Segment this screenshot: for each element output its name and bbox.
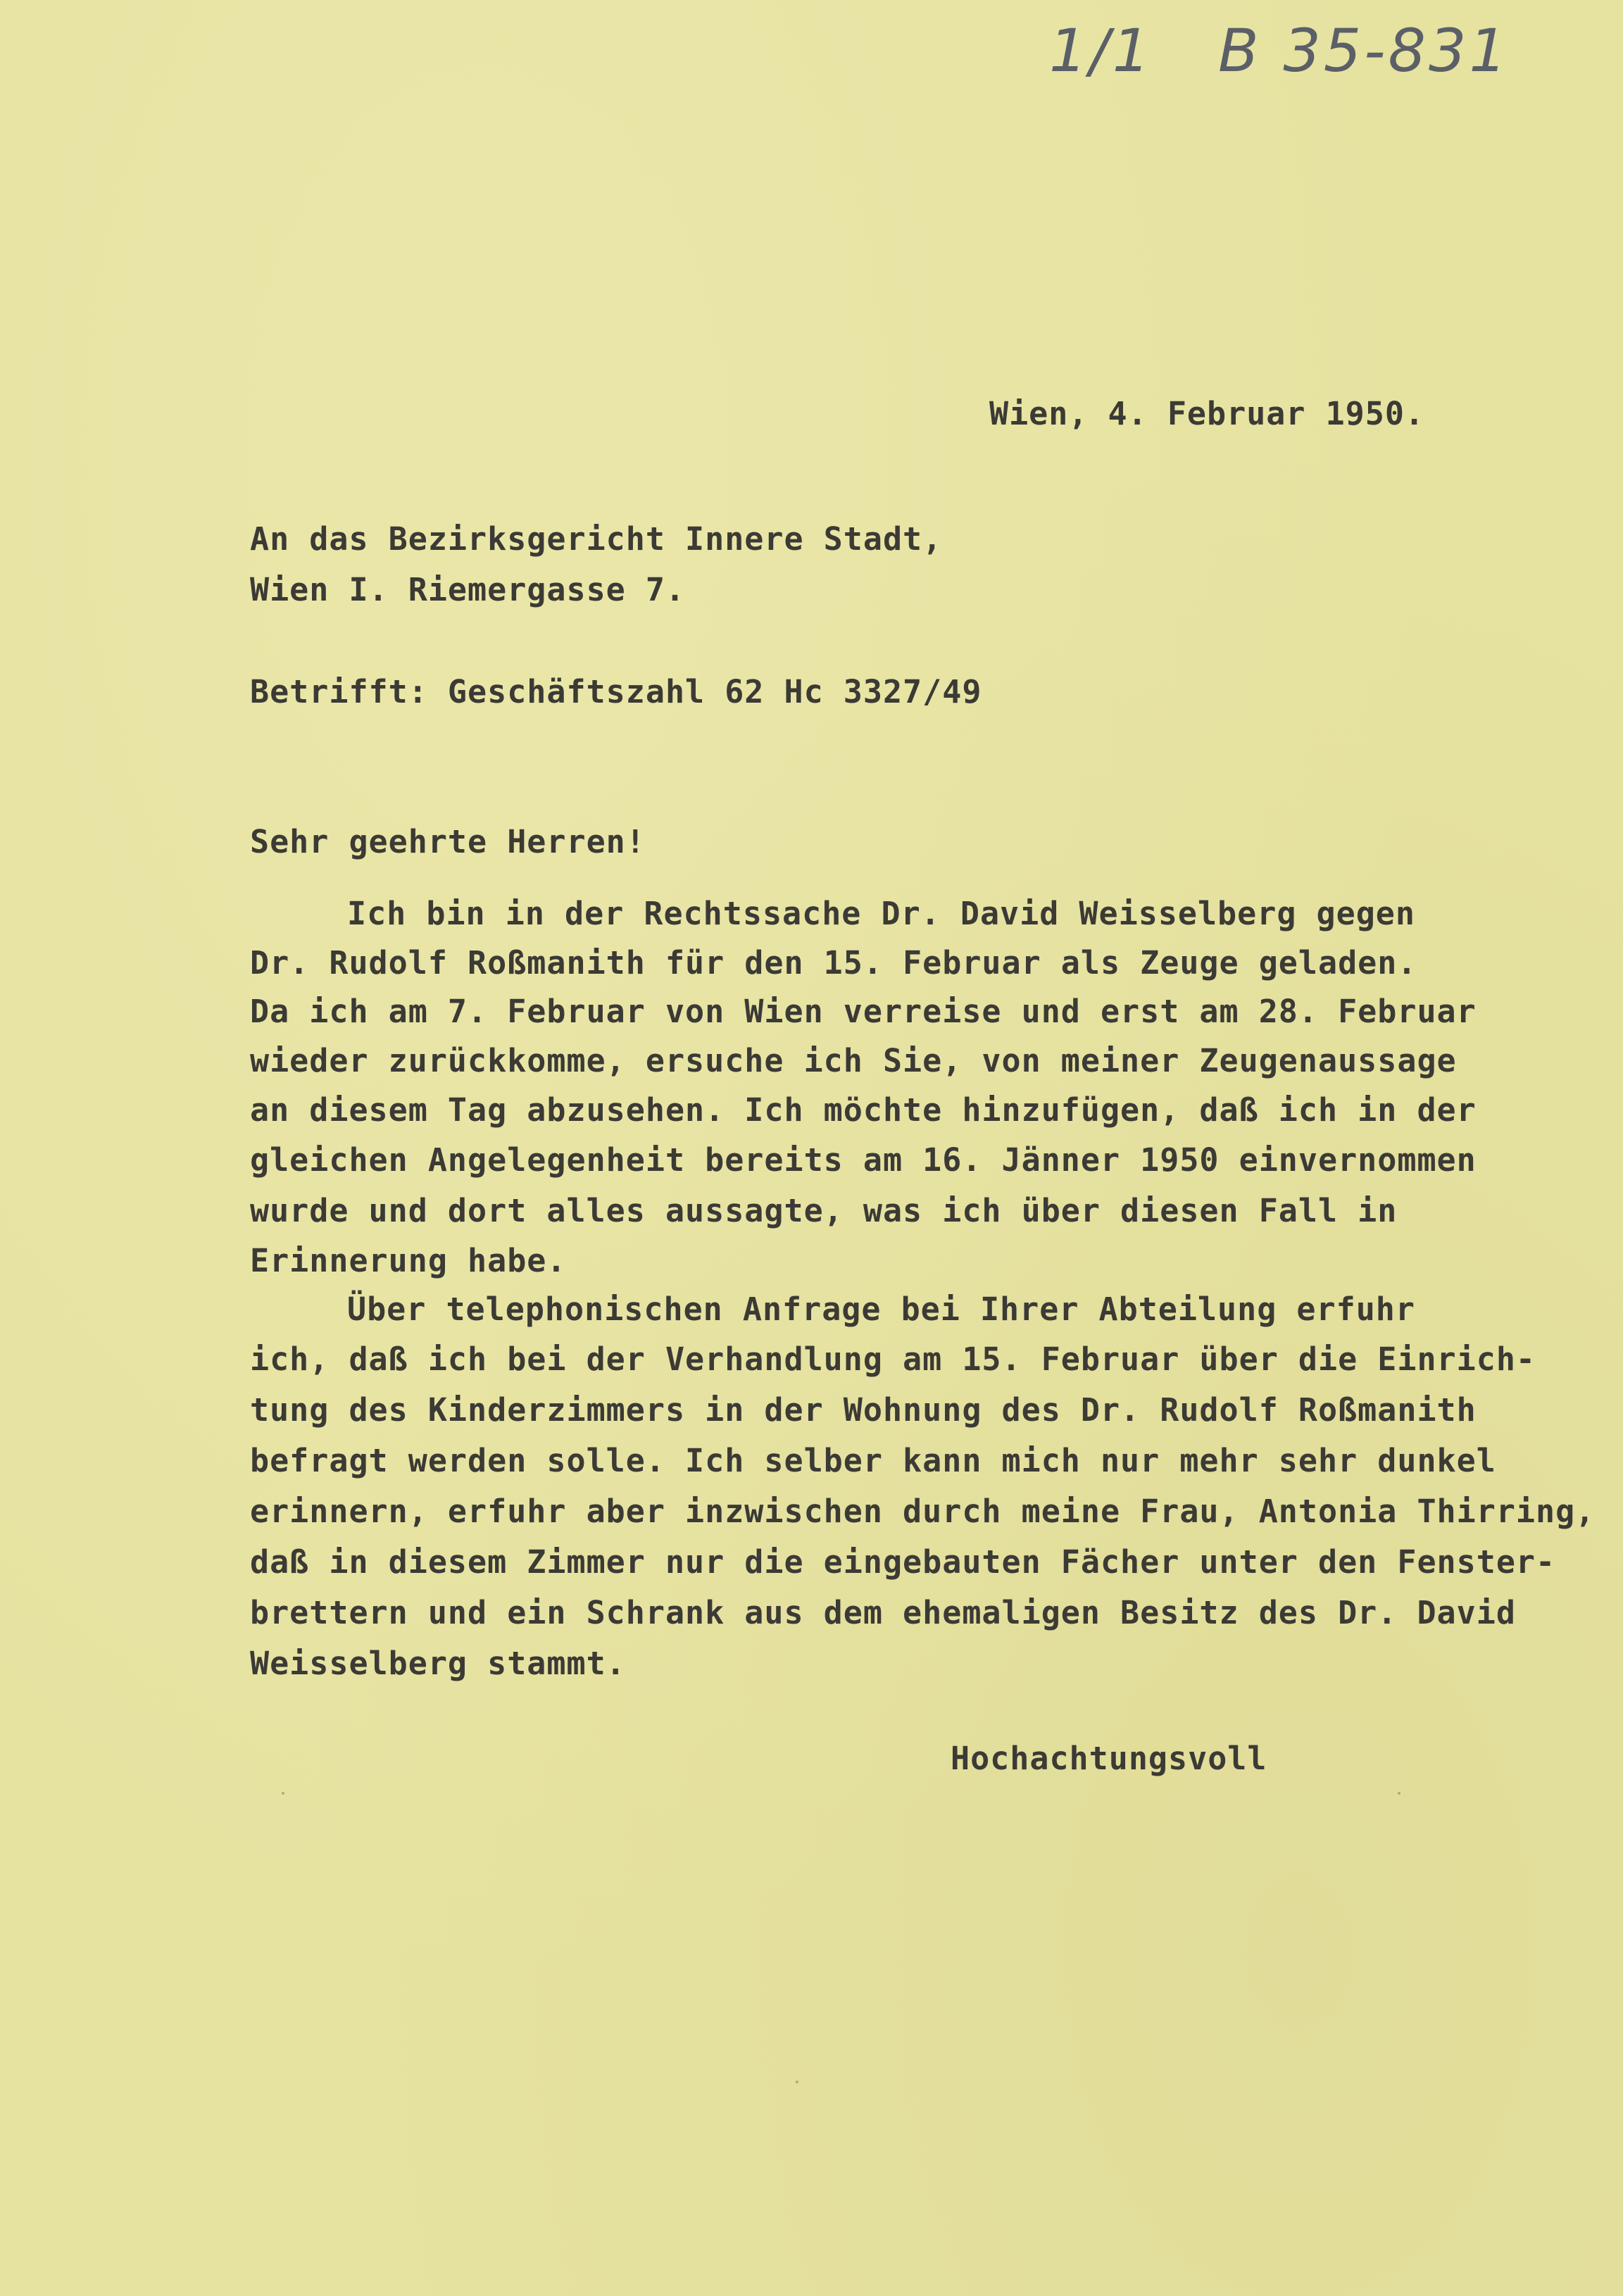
paragraph-2-line: daß in diesem Zimmer nur die eingebauten Fächer unter den Fenster- <box>250 1543 1556 1581</box>
page-marker-annotation: 1/1 <box>1049 16 1153 85</box>
archive-number-annotation: B 35-831 <box>1218 16 1510 85</box>
paper-speck <box>1398 1792 1400 1795</box>
paragraph-1-line: Dr. Rudolf Roßmanith für den 15. Februar als Zeuge geladen. <box>250 944 1417 981</box>
paragraph-2-line: Weisselberg stammt. <box>250 1645 626 1682</box>
paragraph-1-line: Erinnerung habe. <box>250 1242 567 1279</box>
paragraph-1-line: Da ich am 7. Februar von Wien verreise und erst am 28. Februar <box>250 993 1477 1030</box>
paragraph-1-line: an diesem Tag abzusehen. Ich möchte hinzufügen, daß ich in der <box>250 1091 1477 1129</box>
paragraph-2-line: brettern und ein Schrank aus dem ehemaligen Besitz des Dr. David <box>250 1594 1516 1631</box>
paragraph-2-line: befragt werden solle. Ich selber kann mich nur mehr sehr dunkel <box>250 1442 1496 1479</box>
paragraph-2-line: erinnern, erfuhr aber inzwischen durch meine Frau, Antonia Thirring, <box>250 1493 1596 1530</box>
recipient-line-2: Wien I. Riemergasse 7. <box>250 571 686 608</box>
paragraph-2-line: Über telephonischen Anfrage bei Ihrer Abteilung erfuhr <box>347 1291 1415 1328</box>
closing: Hochachtungsvoll <box>951 1740 1267 1777</box>
paper-speck <box>282 1792 284 1795</box>
salutation: Sehr geehrte Herren! <box>250 823 646 860</box>
subject-line: Betrifft: Geschäftszahl 62 Hc 3327/49 <box>250 673 982 710</box>
paragraph-1-line: Ich bin in der Rechtssache Dr. David Weisselberg gegen <box>347 895 1415 932</box>
recipient-line-1: An das Bezirksgericht Innere Stadt, <box>250 520 943 558</box>
paper-speck <box>796 2081 798 2083</box>
date-line: Wien, 4. Februar 1950. <box>989 395 1425 432</box>
paragraph-1-line: wieder zurückkomme, ersuche ich Sie, von meiner Zeugenaussage <box>250 1042 1457 1079</box>
paragraph-1-line: wurde und dort alles aussagte, was ich über diesen Fall in <box>250 1192 1398 1229</box>
paragraph-2-line: tung des Kinderzimmers in der Wohnung des Dr. Rudolf Roßmanith <box>250 1391 1477 1429</box>
paragraph-1-line: gleichen Angelegenheit bereits am 16. Jänner 1950 einvernommen <box>250 1141 1477 1179</box>
paragraph-2-line: ich, daß ich bei der Verhandlung am 15. Februar über die Einrich- <box>250 1341 1536 1378</box>
